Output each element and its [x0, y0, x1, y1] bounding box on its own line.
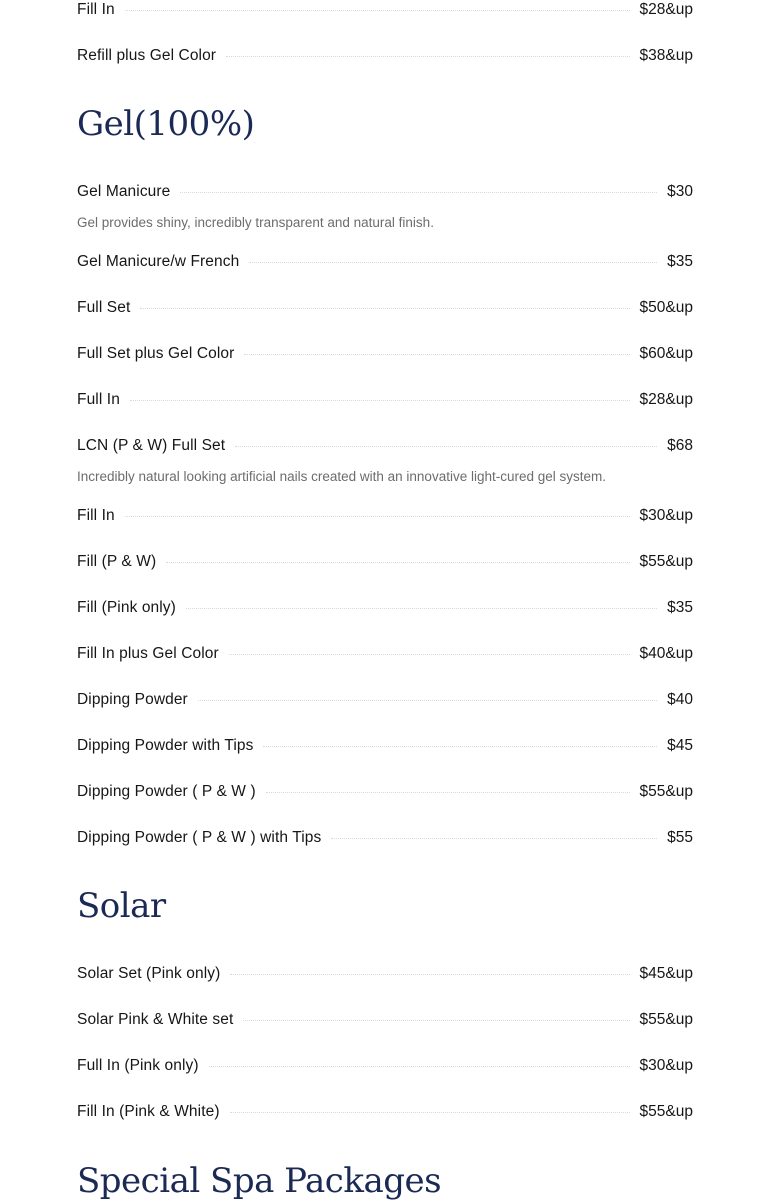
- service-price: $55&up: [639, 1011, 693, 1028]
- list-item: [77, 596, 693, 620]
- list-item: [77, 342, 693, 366]
- service-name: Fill In (Pink & White): [77, 1103, 220, 1120]
- list-item: [77, 780, 693, 804]
- service-name: Fill In: [77, 1, 115, 18]
- service-price: $60&up: [639, 345, 693, 362]
- list-item: [77, 734, 693, 758]
- service-price: $55&up: [639, 783, 693, 800]
- service-price: $38&up: [639, 47, 693, 64]
- section-title-spa-packages: Special Spa Packages: [77, 1161, 442, 1201]
- service-name: LCN (P & W) Full Set: [77, 437, 226, 454]
- service-name: Full In: [77, 391, 120, 408]
- leader-dots: [230, 1112, 630, 1113]
- service-name: Gel Manicure/w French: [77, 253, 240, 270]
- list-item: [77, 180, 693, 204]
- service-name: Dipping Powder ( P & W ) with Tips: [77, 829, 322, 846]
- list-item: [77, 1054, 693, 1078]
- leader-dots: [229, 654, 630, 655]
- next-section-clip: [0, 1160, 770, 1201]
- leader-dots: [226, 56, 629, 57]
- leader-dots: [249, 262, 657, 263]
- list-item: [77, 250, 693, 274]
- section-title-gel: Gel(100%): [77, 104, 255, 144]
- leader-dots: [125, 10, 630, 11]
- service-price: $45&up: [639, 965, 693, 982]
- service-name: Dipping Powder ( P & W ): [77, 783, 256, 800]
- service-price: $28&up: [639, 1, 693, 18]
- leader-dots: [243, 1020, 629, 1021]
- service-price: $35: [667, 253, 693, 270]
- service-name: Fill (P & W): [77, 553, 157, 570]
- list-item: [77, 826, 693, 850]
- service-price: $30&up: [639, 1057, 693, 1074]
- service-price: $40&up: [639, 645, 693, 662]
- list-item: [77, 296, 693, 320]
- list-item: [77, 44, 693, 68]
- service-description: Gel provides shiny, incredibly transparent and natural finish.: [77, 215, 434, 230]
- service-price: $55&up: [639, 553, 693, 570]
- service-price: $68: [667, 437, 693, 454]
- leader-dots: [230, 974, 629, 975]
- leader-dots: [331, 838, 657, 839]
- service-price: $28&up: [639, 391, 693, 408]
- leader-dots: [186, 608, 657, 609]
- leader-dots: [235, 446, 657, 447]
- service-price: $50&up: [639, 299, 693, 316]
- service-name: Dipping Powder: [77, 691, 188, 708]
- service-price: $45: [667, 737, 693, 754]
- list-item: [77, 1008, 693, 1032]
- list-item: [77, 642, 693, 666]
- leader-dots: [166, 562, 629, 563]
- leader-dots: [209, 1066, 630, 1067]
- leader-dots: [263, 746, 657, 747]
- leader-dots: [140, 308, 629, 309]
- service-name: Full Set plus Gel Color: [77, 345, 235, 362]
- leader-dots: [130, 400, 630, 401]
- service-name: Solar Set (Pink only): [77, 965, 221, 982]
- service-name: Gel Manicure: [77, 183, 171, 200]
- service-name: Fill In: [77, 507, 115, 524]
- list-item: [77, 962, 693, 986]
- service-name: Full Set: [77, 299, 131, 316]
- list-item: [77, 0, 693, 22]
- service-price: $40: [667, 691, 693, 708]
- leader-dots: [125, 516, 630, 517]
- leader-dots: [180, 192, 657, 193]
- service-name: Solar Pink & White set: [77, 1011, 234, 1028]
- list-item: [77, 388, 693, 412]
- service-name: Fill (Pink only): [77, 599, 176, 616]
- service-price: $30&up: [639, 507, 693, 524]
- leader-dots: [244, 354, 629, 355]
- section-title-solar: Solar: [77, 886, 166, 926]
- leader-dots: [198, 700, 657, 701]
- service-name: Fill In plus Gel Color: [77, 645, 219, 662]
- list-item: [77, 688, 693, 712]
- list-item: [77, 1100, 693, 1124]
- service-price: $55&up: [639, 1103, 693, 1120]
- service-price: $55: [667, 829, 693, 846]
- list-item: [77, 504, 693, 528]
- list-item: [77, 550, 693, 574]
- list-item: [77, 434, 693, 458]
- service-description: Incredibly natural looking artificial nails created with an innovative light-cured gel system.: [77, 469, 607, 484]
- service-name: Dipping Powder with Tips: [77, 737, 254, 754]
- service-price: $30: [667, 183, 693, 200]
- service-name: Full In (Pink only): [77, 1057, 199, 1074]
- service-name: Refill plus Gel Color: [77, 47, 217, 64]
- leader-dots: [266, 792, 630, 793]
- service-price: $35: [667, 599, 693, 616]
